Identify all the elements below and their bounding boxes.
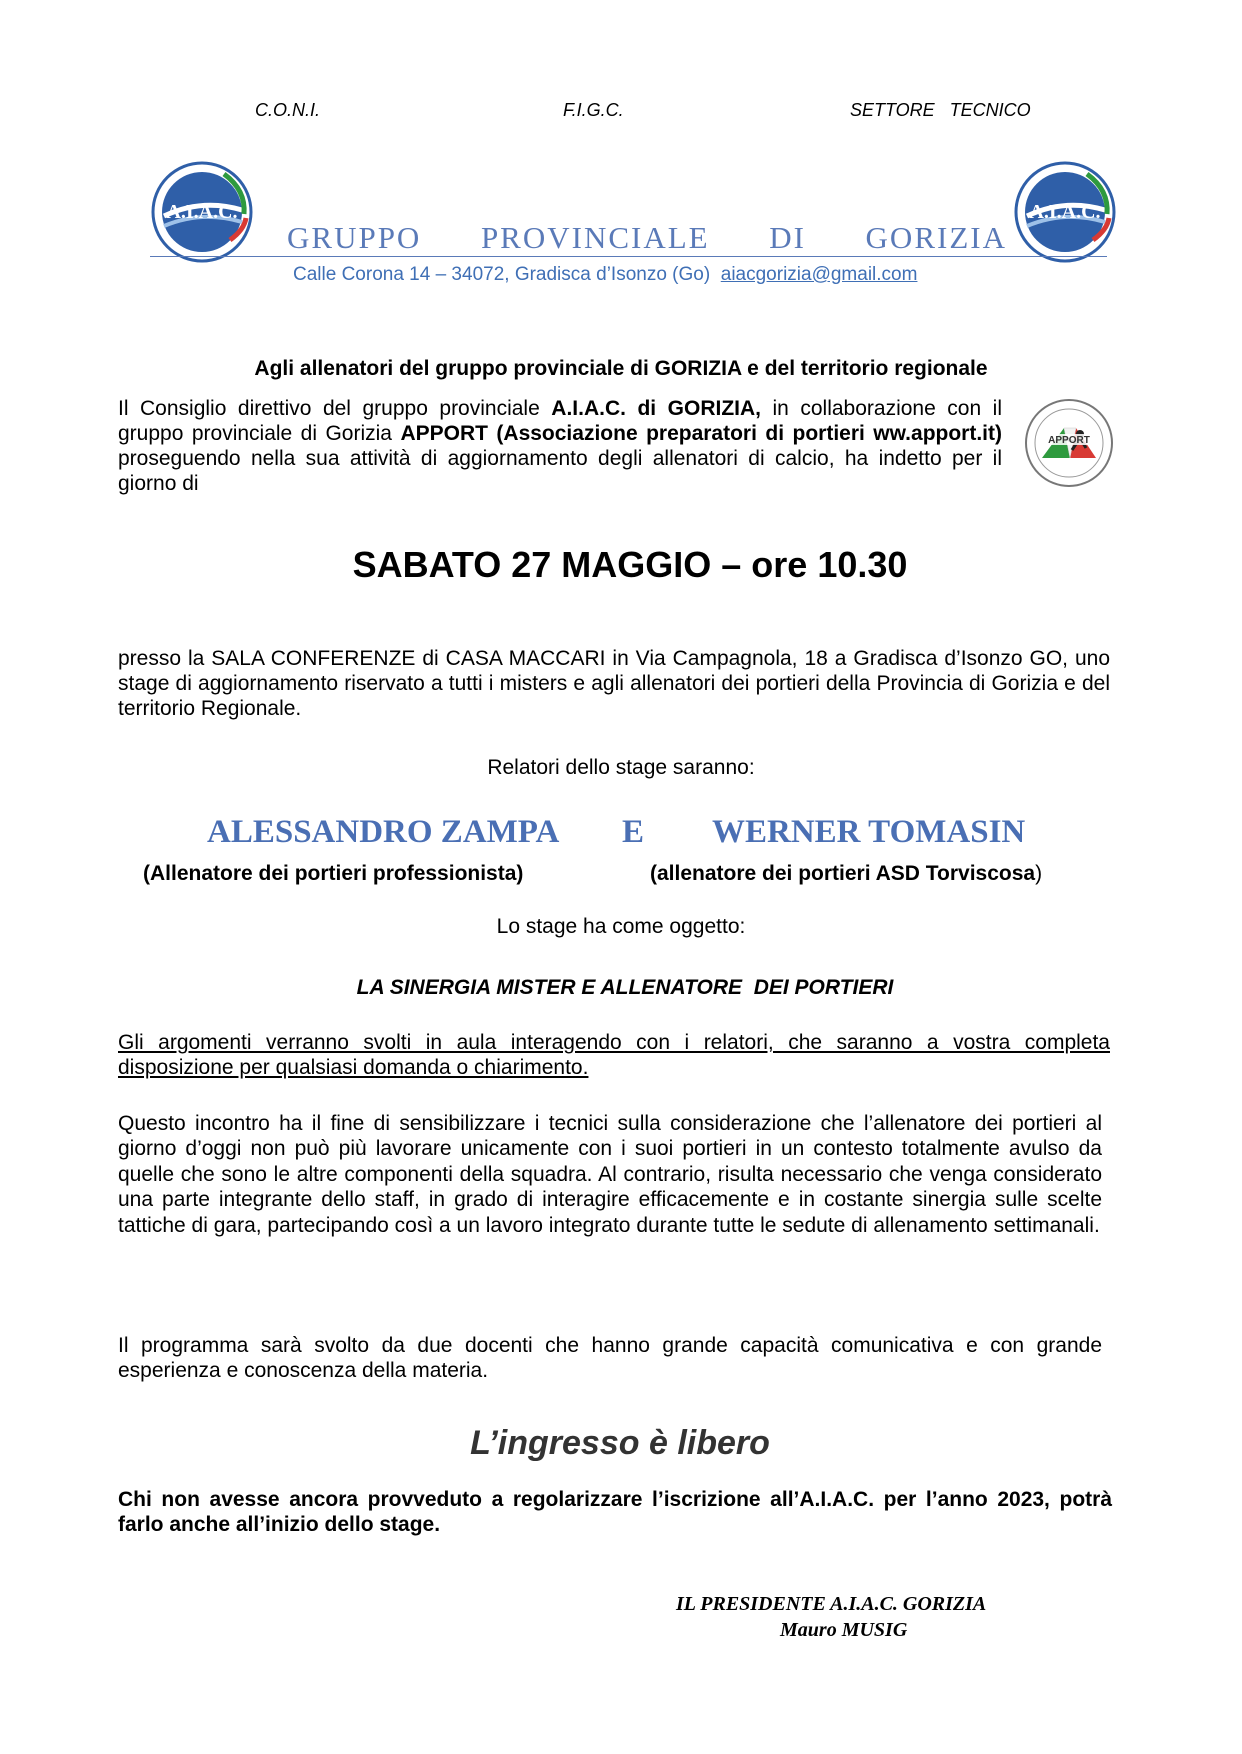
header-divider [150,256,1107,257]
group-title-word: PROVINCIALE [480,220,710,255]
aiac-logo-left-text: A.I.A.C. [166,201,238,223]
incontro-paragraph: Questo incontro ha il fine di sensibilizzare i tecnici sulla considerazione che l’allenatore dei portieri al giorno d’oggi non può più lavorare unicamente con i suoi portieri in un contesto totalmente avulso da quelle che sono le altre componenti della squadra. Al contrario, risulta necessario che venga considerato una parte integrante dello staff, in grado di interagire efficacemente e in costante sinergia sulle scelte tattiche di gara, partecipando così a un lavoro integrato durante tutte le sedute di allenamento settimanali. [118,1112,1102,1237]
intro-text: proseguendo nella sua attività di aggiornamento degli allenatori di calcio, ha indetto per il giorno di [118,447,1002,495]
aiac-logo-right-text: A.I.A.C. [1029,201,1101,223]
venue-paragraph: presso la SALA CONFERENZE di CASA MACCARI in Via Campagnola, 18 a Gradisca d’Isonzo GO, uno stage di aggiornamento riservato a tutti i misters e agli allenatori dei portieri della Provincia di Gorizia e del territorio Regionale. [118,647,1110,720]
group-title-word: GORIZIA [865,220,1007,255]
aiac-logo-right [1013,160,1117,264]
signature-title: IL PRESIDENTE A.I.A.C. GORIZIA [676,1593,987,1615]
ingresso-libero: L’ingresso è libero [470,1424,770,1462]
programma-paragraph: Il programma sarà svolto da due docenti che hanno grande capacità comunicativa e con grande esperienza e conoscenza della materia. [118,1334,1102,1382]
address-text: Calle Corona 14 – 34072, Gradisca d’Isonzo (Go) [293,264,711,285]
header-org-coni: C.O.N.I. [255,100,321,120]
aiac-logo-left [150,160,254,264]
intro-bold-aiac: A.I.A.C. di GORIZIA, [551,397,761,420]
header-address [293,264,917,286]
intro-text: in collaborazione con il gruppo provinciale di Gorizia [118,397,1003,445]
intro-paragraph [118,396,1002,496]
header-org-figc: F.I.G.C. [563,100,624,120]
email-link[interactable]: aiacgorizia@gmail.com [720,264,918,285]
oggetto-label: Lo stage ha come oggetto: [496,915,746,938]
apport-logo [1024,398,1114,488]
speaker-role-2 [650,862,1042,886]
group-title-word: GRUPPO [287,220,422,255]
addressee-heading: Agli allenatori del gruppo provinciale di GORIZIA e del territorio regionale [254,357,988,380]
speaker-role-2-close: ) [1035,862,1043,885]
intro-bold-apport: APPORT (Associazione preparatori di portieri ww.apport.it) [400,422,1002,445]
group-title [287,220,1007,256]
group-title-word: DI [769,220,806,255]
event-date: SABATO 27 MAGGIO – ore 10.30 [352,544,908,585]
stage-topic: LA SINERGIA MISTER E ALLENATORE DEI PORTIERI [356,976,894,999]
speaker-name-2: WERNER TOMASIN [712,814,1026,850]
speaker-role-2-text: (allenatore dei portieri ASD Torviscosa [650,862,1036,885]
intro-text: Il Consiglio direttivo del gruppo provinciale [118,397,552,420]
apport-logo-label: APPORT [1048,435,1090,446]
iscrizione-paragraph: Chi non avesse ancora provveduto a regolarizzare l’iscrizione all’A.I.A.C. per l’anno 2023, potrà farlo anche all’inizio dello stage. [118,1488,1112,1536]
header-settore-tecnico: SETTORE TECNICO [850,100,1031,120]
relatori-label: Relatori dello stage saranno: [487,756,755,779]
argomenti-paragraph: Gli argomenti verranno svolti in aula interagendo con i relatori, che saranno a vostra completa disposizione per qualsiasi domanda o chiarimento. [118,1031,1110,1079]
signature-name: Mauro MUSIG [780,1619,908,1641]
speaker-conjunction: E [622,814,645,850]
speaker-name-1: ALESSANDRO ZAMPA [207,814,560,850]
speaker-role-1: (Allenatore dei portieri professionista) [143,862,524,885]
